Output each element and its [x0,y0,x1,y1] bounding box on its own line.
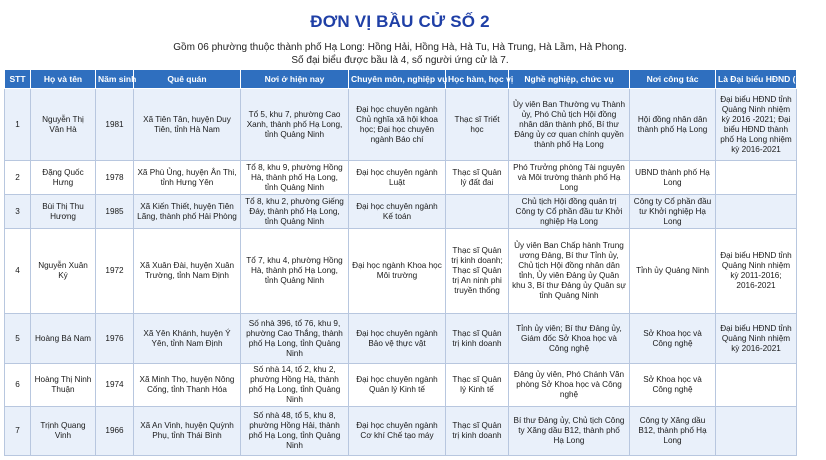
cell-workplace: Công ty Cổ phần đầu tư Khởi nghiệp Hạ Long [630,195,716,229]
cell-name: Đặng Quốc Hưng [31,161,96,195]
cell-name: Nguyễn Thị Vân Hà [31,89,96,161]
cell-occupation: Ủy viên Ban Thường vụ Thành ủy, Phó Chủ tịch Hội đồng nhân dân thành phố, Bí thư Đảng ủy cơ quan chính quyền thành phố Hạ Long [509,89,630,161]
table-row [5,364,797,407]
page-title: ĐƠN VỊ BẦU CỬ SỐ 2 [310,12,490,31]
cell-hometown: Xã Yên Khánh, huyện Ý Yên, tỉnh Nam Định [134,314,241,364]
header-birth-year: Năm sinh [96,70,134,89]
header-occupation: Nghề nghiệp, chức vụ [509,70,630,89]
cell-stt: 5 [5,314,31,364]
table-row [5,195,797,229]
header-council-member: Là Đại biểu HĐND (nếu có) [716,70,797,89]
table-row [5,407,797,456]
cell-residence: Số nhà 48, tổ 5, khu 8, phường Hồng Hải, thành phố Hạ Long, tỉnh Quảng Ninh [241,407,349,456]
cell-name: Hoàng Thị Ninh Thuận [31,364,96,407]
cell-council-member [716,161,797,195]
cell-name: Trịnh Quang Vinh [31,407,96,456]
cell-council-member: Đại biểu HĐND tỉnh Quảng Ninh nhiệm kỳ 2016-2021 [716,314,797,364]
cell-specialty: Đại học chuyên ngành Quản lý Kinh tế [349,364,446,407]
cell-stt: 4 [5,229,31,314]
cell-degree [446,195,509,229]
cell-residence: Số nhà 14, tổ 2, khu 2, phường Hồng Hà, thành phố Hạ Long, tỉnh Quảng Ninh [241,364,349,407]
cell-birth-year: 1974 [96,364,134,407]
cell-workplace: Công ty Xăng dầu B12, thành phố Hạ Long [630,407,716,456]
cell-occupation: Bí thư Đảng ủy, Chủ tịch Công ty Xăng dầu B12, thành phố Hạ Long [509,407,630,456]
cell-stt: 2 [5,161,31,195]
cell-degree: Thạc sĩ Triết học [446,89,509,161]
cell-name: Nguyễn Xuân Ký [31,229,96,314]
subtitle-line-1: Gồm 06 phường thuộc thành phố Hạ Long: Hồng Hải, Hồng Hà, Hà Tu, Hà Trung, Hà Lầm, Hà Phong. [173,42,627,53]
cell-council-member [716,364,797,407]
cell-hometown: Xã Minh Thọ, huyện Nông Cống, tỉnh Thanh Hóa [134,364,241,407]
cell-occupation: Phó Trưởng phòng Tài nguyên và Môi trường thành phố Hạ Long [509,161,630,195]
cell-birth-year: 1978 [96,161,134,195]
table-row [5,314,797,364]
cell-specialty: Đại học chuyên ngành Luật [349,161,446,195]
cell-hometown: Xã Kiến Thiết, huyện Tiên Lãng, thành phố Hải Phòng [134,195,241,229]
cell-stt: 7 [5,407,31,456]
table-row [5,161,797,195]
cell-council-member: Đại biểu HĐND tỉnh Quảng Ninh nhiệm kỳ 2016 -2021; Đại biểu HĐND thành phố Hạ Long nhiệm kỳ 2016-2021 [716,89,797,161]
cell-residence: Tổ 8, khu 2, phường Giếng Đáy, thành phố Hạ Long, tỉnh Quảng Ninh [241,195,349,229]
header-residence: Nơi ở hiện nay [241,70,349,89]
cell-workplace: Tỉnh ủy Quảng Ninh [630,229,716,314]
cell-occupation: Đảng ủy viên, Phó Chánh Văn phòng Sở Khoa học và Công nghệ [509,364,630,407]
cell-degree: Thạc sĩ Quản trị kinh doanh [446,407,509,456]
cell-specialty: Đại học ngành Khoa học Môi trường [349,229,446,314]
cell-name: Bùi Thị Thu Hương [31,195,96,229]
cell-residence: Tổ 7, khu 4, phường Hồng Hà, thành phố Hạ Long, tỉnh Quảng Ninh [241,229,349,314]
header-specialty: Chuyên môn, nghiệp vụ [349,70,446,89]
cell-hometown: Xã Phù Ủng, huyện Ân Thi, tỉnh Hưng Yên [134,161,241,195]
cell-residence: Số nhà 396, tổ 76, khu 9, phường Cao Thắng, thành phố Hạ Long, tỉnh Quảng Ninh [241,314,349,364]
cell-birth-year: 1972 [96,229,134,314]
candidate-table [4,69,826,456]
cell-workplace: Sở Khoa học và Công nghệ [630,364,716,407]
table-row [5,89,797,161]
cell-birth-year: 1985 [96,195,134,229]
header-name: Họ và tên [31,70,96,89]
cell-degree: Thạc sĩ Quản trị kinh doanh; Thạc sĩ Quản trị An ninh phi truyền thống [446,229,509,314]
cell-hometown: Xã An Vinh, huyện Quỳnh Phụ, tỉnh Thái Bình [134,407,241,456]
cell-birth-year: 1976 [96,314,134,364]
table-header-row [5,70,797,89]
cell-workplace: Sở Khoa học và Công nghệ [630,314,716,364]
cell-council-member [716,407,797,456]
header-degree: Học hàm, học vị [446,70,509,89]
cell-specialty: Đại học chuyên ngành Chủ nghĩa xã hội khoa học; Đại học chuyên ngành Báo chí [349,89,446,161]
cell-specialty: Đại học chuyên ngành Kế toán [349,195,446,229]
cell-workplace: Hội đồng nhân dân thành phố Hạ Long [630,89,716,161]
cell-stt: 3 [5,195,31,229]
cell-occupation: Ủy viên Ban Chấp hành Trung ương Đảng, Bí thư Tỉnh ủy, Chủ tịch Hội đồng nhân dân tỉnh, Ủy viên Đảng ủy Quân khu 3, Bí thư Đảng ủy Quân sự tỉnh Quảng Ninh [509,229,630,314]
cell-birth-year: 1966 [96,407,134,456]
cell-degree: Thạc sĩ Quản lý đất đai [446,161,509,195]
table-row [5,229,797,314]
cell-stt: 6 [5,364,31,407]
cell-council-member [716,195,797,229]
cell-residence: Tổ 5, khu 7, phường Cao Xanh, thành phố Hạ Long, tỉnh Quảng Ninh [241,89,349,161]
cell-degree: Thạc sĩ Quản lý Kinh tế [446,364,509,407]
header-hometown: Quê quán [134,70,241,89]
cell-degree: Thạc sĩ Quản trị kinh doanh [446,314,509,364]
cell-specialty: Đại học chuyên ngành Bảo vệ thực vật [349,314,446,364]
cell-residence: Tổ 8, khu 9, phường Hồng Hà, thành phố Hạ Long, tỉnh Quảng Ninh [241,161,349,195]
cell-hometown: Xã Xuân Đài, huyện Xuân Trường, tỉnh Nam Định [134,229,241,314]
cell-workplace: UBND thành phố Hạ Long [630,161,716,195]
cell-stt: 1 [5,89,31,161]
cell-birth-year: 1981 [96,89,134,161]
subtitle-line-2: Số đại biểu được bầu là 4, số người ứng cử là 7. [291,55,509,66]
cell-specialty: Đại học chuyên ngành Cơ khí Chế tạo máy [349,407,446,456]
cell-occupation: Tỉnh ủy viên; Bí thư Đảng ủy, Giám đốc Sở Khoa học và Công nghệ [509,314,630,364]
cell-name: Hoàng Bá Nam [31,314,96,364]
cell-hometown: Xã Tiên Tân, huyện Duy Tiên, tỉnh Hà Nam [134,89,241,161]
header-workplace: Nơi công tác [630,70,716,89]
cell-occupation: Chủ tịch Hội đồng quản trị Công ty Cổ phần đầu tư Khởi nghiệp Hạ Long [509,195,630,229]
cell-council-member: Đại biểu HĐND tỉnh Quảng Ninh nhiệm kỳ 2011-2016; 2016-2021 [716,229,797,314]
header-stt: STT [5,70,31,89]
